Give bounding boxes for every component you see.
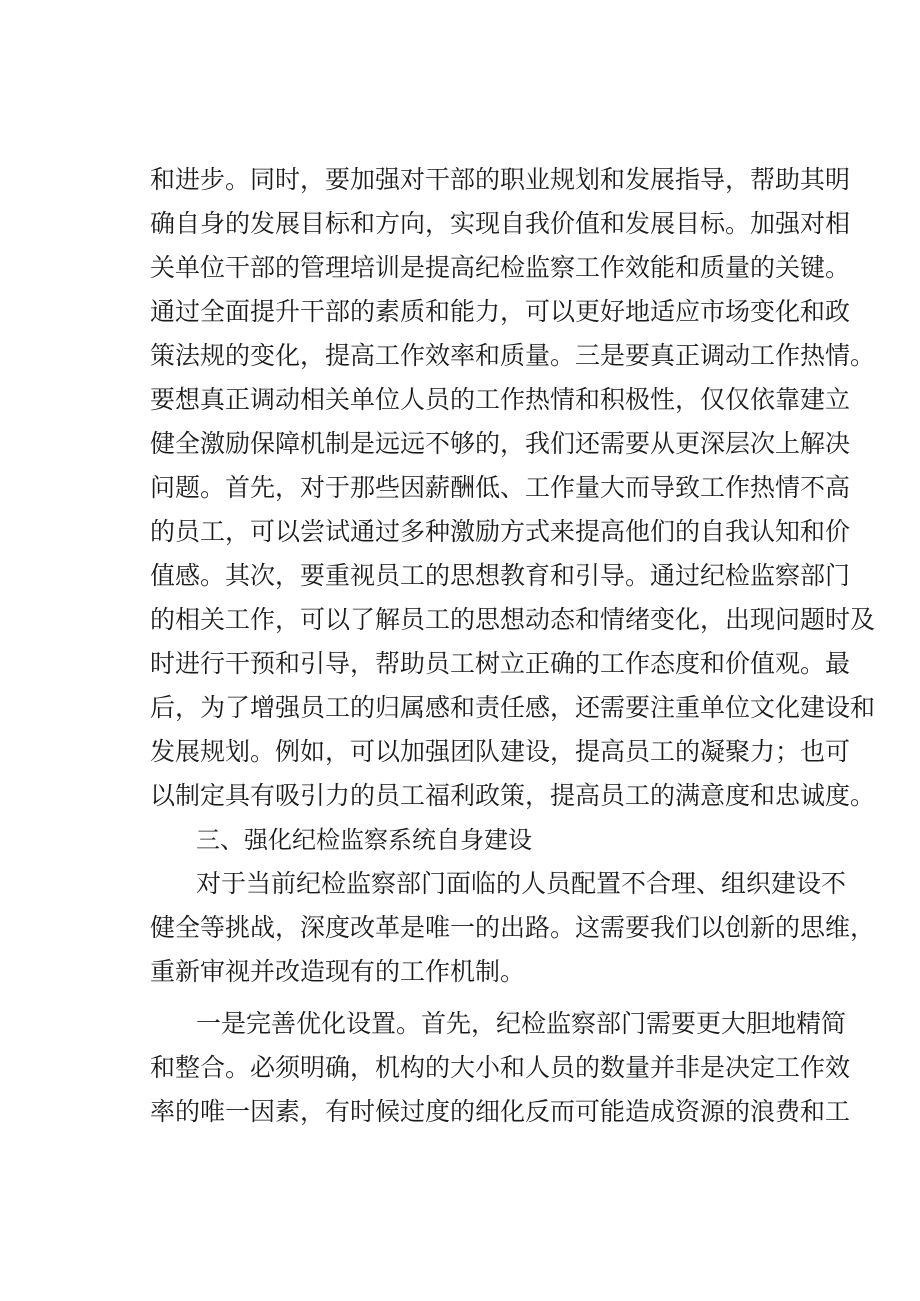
paragraph-line: 以制定具有吸引力的员工福利政策，提高员工的满意度和忠诚度。 — [150, 781, 876, 810]
paragraph-line: 的员工，可以尝试通过多种激励方式来提高他们的自我认知和价 — [150, 517, 851, 546]
paragraph-line: 重新审视并改造现有的工作机制。 — [150, 957, 526, 986]
paragraph-line: 后，为了增强员工的归属感和责任感，还需要注重单位文化建设和 — [150, 693, 876, 722]
paragraph-line: 要想真正调动相关单位人员的工作热情和积极性，仅仅依靠建立 — [150, 385, 851, 414]
paragraph-line: 发展规划。例如，可以加强团队建设，提高员工的凝聚力；也可 — [150, 737, 851, 766]
paragraph-line: 和整合。必须明确，机构的大小和人员的数量并非是决定工作效 — [150, 1053, 851, 1082]
paragraph-line: 问题。首先，对于那些因薪酬低、工作量大而导致工作热情不高 — [150, 473, 851, 502]
paragraph-line: 通过全面提升干部的素质和能力，可以更好地适应市场变化和政 — [150, 297, 851, 326]
paragraph-line: 关单位干部的管理培训是提高纪检监察工作效能和质量的关键。 — [150, 253, 851, 282]
paragraph-line: 对于当前纪检监察部门面临的人员配置不合理、组织建设不 — [196, 869, 847, 898]
section-heading: 三、强化纪检监察系统自身建设 — [196, 826, 532, 854]
paragraph-line: 值感。其次，要重视员工的思想教育和引导。通过纪检监察部门 — [150, 561, 851, 590]
paragraph-line: 一是完善优化设置。首先，纪检监察部门需要更大胆地精简 — [196, 1009, 847, 1038]
paragraph-line: 确自身的发展目标和方向，实现自我价值和发展目标。加强对相 — [150, 209, 851, 238]
paragraph-line: 健全等挑战，深度改革是唯一的出路。这需要我们以创新的思维， — [150, 913, 876, 942]
paragraph-line: 策法规的变化，提高工作效率和质量。三是要真正调动工作热情。 — [150, 341, 876, 370]
paragraph-line: 和进步。同时，要加强对干部的职业规划和发展指导，帮助其明 — [150, 165, 851, 194]
paragraph-line: 的相关工作，可以了解员工的思想动态和情绪变化，出现问题时及 — [150, 605, 876, 634]
paragraph-line: 健全激励保障机制是远远不够的，我们还需要从更深层次上解决 — [150, 429, 851, 458]
paragraph-line: 时进行干预和引导，帮助员工树立正确的工作态度和价值观。最 — [150, 649, 851, 678]
paragraph-line: 率的唯一因素，有时候过度的细化反而可能造成资源的浪费和工 — [150, 1097, 851, 1126]
